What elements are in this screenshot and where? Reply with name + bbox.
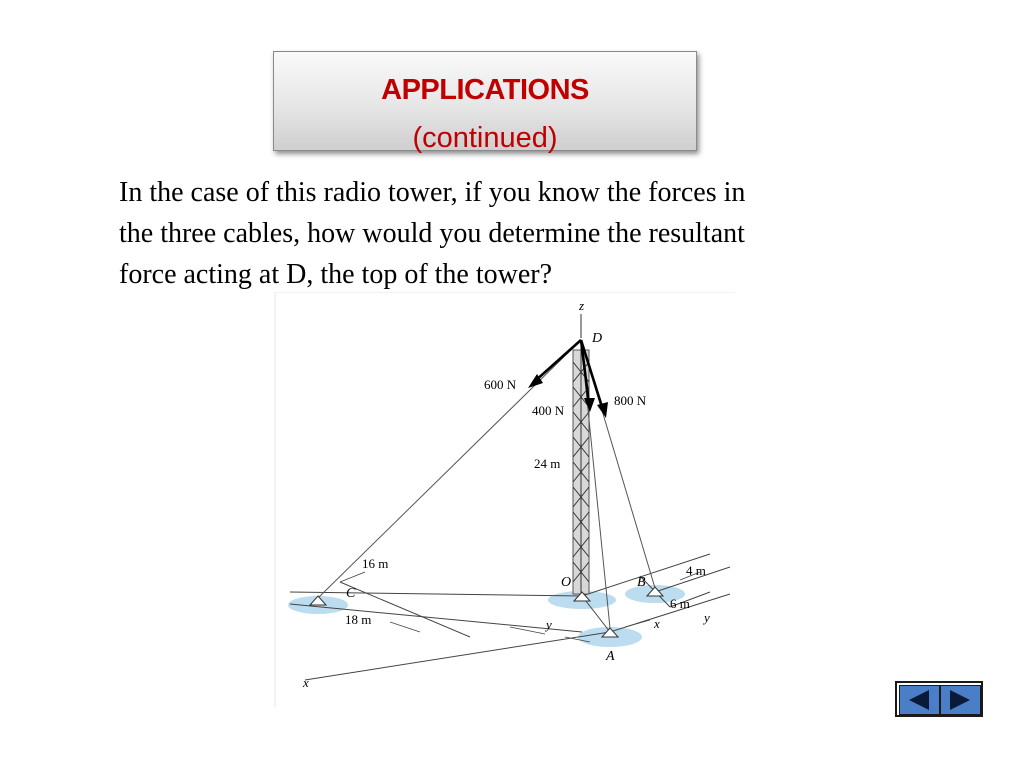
force-600-label: 600 N [484,377,517,392]
dim-18-label: 18 m [345,612,372,627]
slide-subtitle: (continued) [412,122,558,154]
body-line-3: force acting at D, the top of the tower? [119,259,553,290]
point-d-label: D [592,331,603,346]
dim-6-label: 6 m [670,596,690,611]
dim-4-label: 4 m [686,563,706,578]
point-c-label: C [346,586,356,601]
force-800-label: 800 N [614,393,647,408]
previous-slide-button[interactable] [899,685,940,715]
x-axis-label: x [303,675,309,690]
y-axis-label: y [704,610,710,625]
force-400-label: 400 N [532,403,565,418]
body-line-1: In the case of this radio tower, if you know the forces in [119,177,746,208]
slide-navigation [895,681,983,717]
point-b-label: B [637,575,646,590]
previous-arrow-icon [909,690,929,710]
height-label: 24 m [534,456,561,471]
dim-16-label: 16 m [362,556,389,571]
body-line-2: the three cables, how would you determine the resultant [119,218,745,249]
point-a-label: A [606,649,615,664]
dim-x-label: x [654,616,660,631]
slide-title-box [273,51,697,154]
radio-tower-figure [270,292,740,712]
slide-body-text [119,172,919,295]
z-axis-label: z [579,298,585,313]
slide-title: APPLICATIONS [381,74,589,106]
next-arrow-icon [950,690,970,710]
dim-y-label: y [546,617,552,632]
next-slide-button[interactable] [940,685,981,715]
point-o-label: O [561,575,572,590]
